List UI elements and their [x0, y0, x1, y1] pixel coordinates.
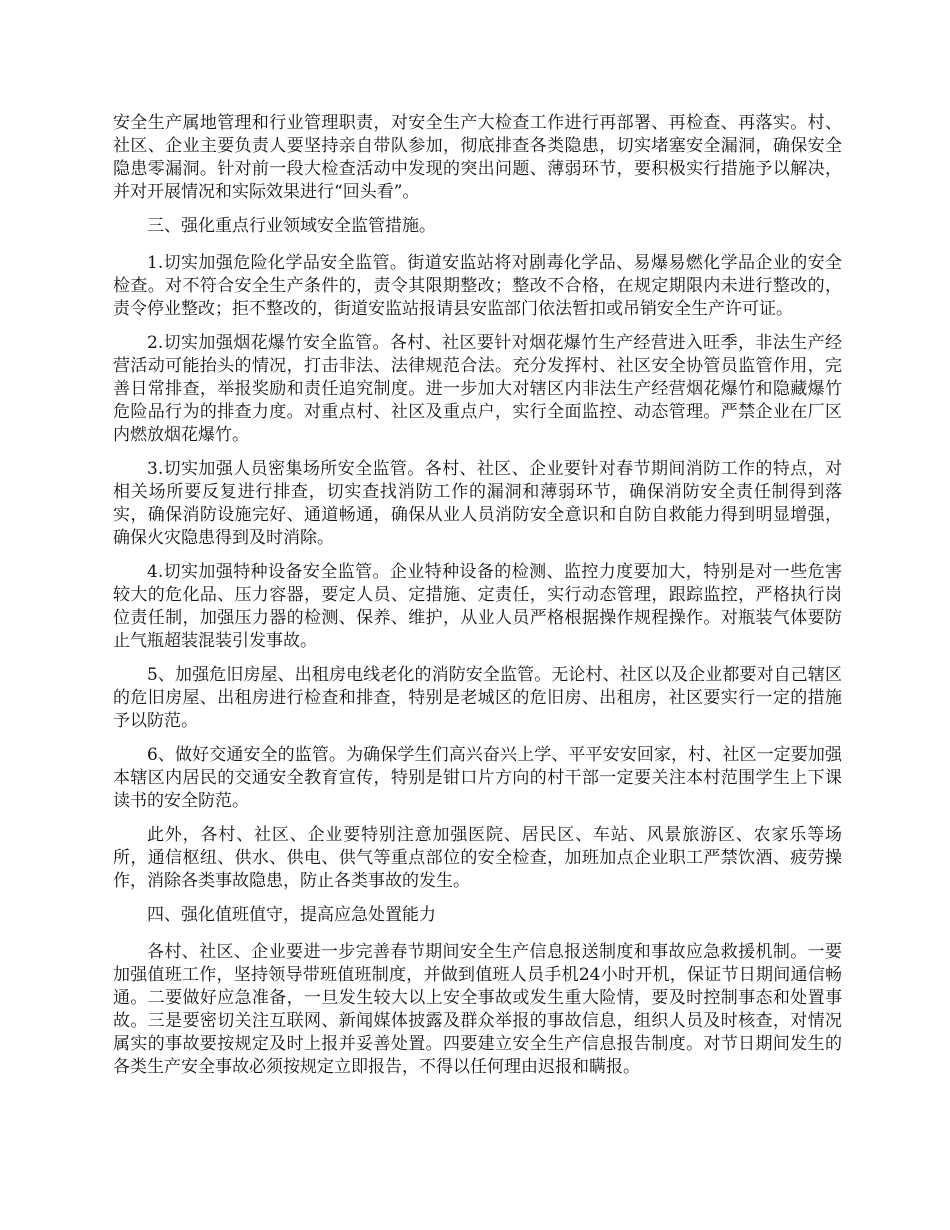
paragraph-additional: 此外，各村、社区、企业要特别注意加强医院、居民区、车站、风景旅游区、农家乐等场所，通信枢纽、供水、供电、供气等重点部位的安全检查，加班加点企业职工严禁饮酒、疲劳操作，消除各类事故隐患，防止各类事故的发生。 [113, 825, 842, 891]
paragraph-continuation: 安全生产属地管理和行业管理职责，对安全生产大检查工作进行再部署、再检查、再落实。村、社区、企业主要负责人要坚持亲自带队参加，彻底排查各类隐患，切实堵塞安全漏洞，确保安全隐患零漏洞。针对前一段大检查活动中发现的突出问题、薄弱环节，要积极实行措施予以解决，并对开展情况和实际效果进行“回头看”。 [113, 113, 842, 202]
section-heading-three: 三、强化重点行业领域安全监管措施。 [147, 216, 436, 236]
paragraph-item-3: 3.切实加强人员密集场所安全监管。各村、社区、企业要针对春节期间消防工作的特点，对相关场所要反复进行排查，切实查找消防工作的漏洞和薄弱环节，确保消防安全责任制得到落实，确保消防设施完好、通道畅通，确保从业人员消防安全意识和自防自救能力得到明显增强，确保火灾隐患得到及时消除。 [113, 459, 842, 548]
paragraph-item-6: 6、做好交通安全的监管。为确保学生们高兴奋兴上学、平平安安回家，村、社区一定要加强本辖区内居民的交通安全教育宣传，特别是钳口片方向的村干部一定要关注本村范围学生上下课读书的安全防范。 [113, 745, 842, 811]
paragraph-item-1: 1.切实加强危险化学品安全监管。街道安监站将对剧毒化学品、易爆易燃化学品企业的安全检查。对不符合安全生产条件的，责令其限期整改；整改不合格，在规定期限内未进行整改的，责令停业整改；拒不整改的，街道安监站报请县安监部门依法暂扣或吊销安全生产许可证。 [113, 253, 842, 319]
paragraph-item-5: 5、加强危旧房屋、出租房电线老化的消防安全监管。无论村、社区以及企业都要对自己辖区的危旧房屋、出租房进行检查和排查，特别是老城区的危旧房、出租房，社区要实行一定的措施予以防范。 [113, 665, 842, 731]
section-heading-four: 四、强化值班值守，提高应急处置能力 [147, 905, 436, 925]
paragraph-duty: 各村、社区、企业要进一步完善春节期间安全生产信息报送制度和事故应急救援机制。一要加强值班工作，坚持领导带班值班制度，并做到值班人员手机24小时开机，保证节日期间通信畅通。二要做好应急准备，一旦发生较大以上安全事故或发生重大险情，要及时控制事态和处置事故。三是要密切关注互联网、新闻媒体披露及群众举报的事故信息，组织人员及时核查，对情况属实的事故要按规定及时上报并妥善处置。四要建立安全生产信息报告制度。对节日期间发生的各类生产安全事故必须按规定立即报告，不得以任何理由迟报和瞒报。 [113, 942, 842, 1077]
document-page [113, 112, 842, 1090]
paragraph-item-2: 2.切实加强烟花爆竹安全监管。各村、社区要针对烟花爆竹生产经营进入旺季，非法生产经营活动可能抬头的情况，打击非法、法律规范合法。充分发挥村、社区安全协管员监管作用，完善日常排查，举报奖励和责任追究制度。进一步加大对辖区内非法生产经营烟花爆竹和隐藏爆竹危险品行为的排查力度。对重点村、社区及重点户，实行全面监控、动态管理。严禁企业在厂区内燃放烟花爆竹。 [113, 333, 842, 445]
paragraph-item-4: 4.切实加强特种设备安全监管。企业特种设备的检测、监控力度要加大，特别是对一些危害较大的危化品、压力容器，要定人员、定措施、定责任，实行动态管理，跟踪监控，严格执行岗位责任制，加强压力器的检测、保养、维护，从业人员严格根据操作规程操作。对瓶装气体要防止气瓶超装混装引发事故。 [113, 562, 842, 651]
